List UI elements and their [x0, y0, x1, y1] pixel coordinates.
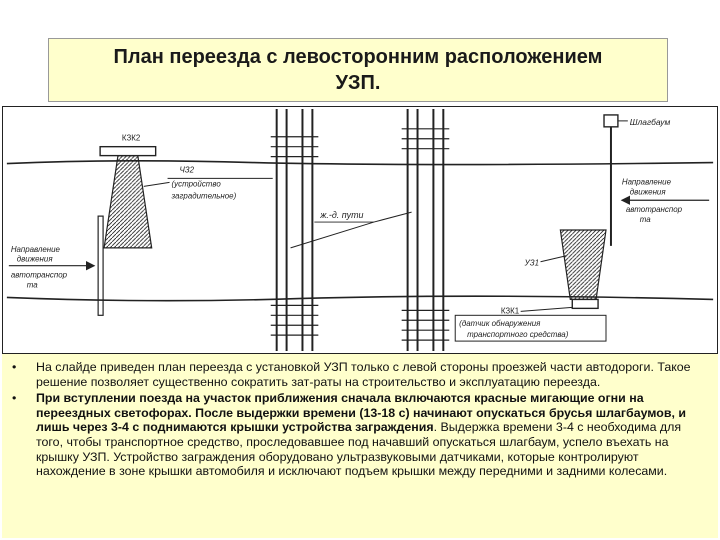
- bullet-marker: •: [12, 360, 17, 374]
- road-edge-bottom: [7, 296, 713, 301]
- kzk1-label: КЗК1: [500, 306, 520, 316]
- bullet-item-1: [10, 360, 710, 389]
- sensor-label-line1: (датчик обнаружения: [459, 319, 541, 329]
- direction-left-line2: движения: [16, 254, 53, 264]
- rails-label: ж.-д. пути: [320, 210, 364, 221]
- bullet-1-text: На слайде приведен план переезда с установкой УЗП только с левой стороны проезжей части автодороги. Такое решение позволяет существенно сократить зат-раты на строительство и эксплуатацию переезда.: [36, 360, 691, 389]
- bullet-marker: •: [12, 391, 17, 406]
- direction-right-line1: Направление: [621, 177, 671, 187]
- road-edge-top: [7, 161, 713, 165]
- slide-title-line2: УЗП.: [335, 72, 381, 94]
- direction-right-line2: движения: [629, 187, 666, 197]
- slide-title: [48, 38, 668, 102]
- barrier-post-right: [604, 115, 618, 127]
- crossing-plan-svg: [3, 107, 717, 353]
- direction-right-line3: автотранспор: [625, 205, 683, 215]
- rail-track-left: [271, 109, 319, 351]
- slide-title-line1: План переезда с левосторонним расположением: [113, 46, 603, 68]
- direction-left-line3: автотранспор: [10, 270, 68, 280]
- kzk2-label: КЗК2: [121, 133, 141, 143]
- direction-right-line4: та: [639, 215, 651, 225]
- shlagbaum-label: Шлагбаум: [629, 116, 671, 127]
- chz-label-line3: заградительное): [171, 191, 237, 201]
- bullet-item-2: [10, 391, 710, 479]
- chz-label-line2: (устройство: [171, 179, 221, 189]
- direction-left-line1: Направление: [10, 244, 60, 254]
- description-text: [2, 354, 718, 538]
- crossing-plan-diagram: [2, 106, 718, 354]
- uz1-label: УЗ1: [524, 258, 540, 268]
- rail-track-right: [402, 109, 450, 351]
- chz-label-line1: ЧЗ2: [179, 165, 195, 175]
- direction-left-line4: та: [26, 280, 38, 290]
- barrier-device-left: [100, 147, 156, 248]
- sensor-label-line2: транспортного средства): [467, 330, 569, 340]
- bullet-2-text: . Выдержка времени 3-4 с необходима для того, чтобы транспортное средство, проследовавшее под начавший опускаться шлагбаум, успело въехать на крышку УЗП. Устройство заграждения оборудовано ультразвуковыми датчиками, которые контролируют нахождение в зоне крышки автомобиля и исключают подъем крышки между передними и задними колесами.: [36, 420, 682, 479]
- bullet-2-bold-text: При вступлении поезда на участок приближения сначала включаются красные мигающие огни на переездных светофорах. После выдержки времени (13-18 с) начинают опускаться брусья шлагбаумов, и лишь через 3-4 с поднимаются крышки устройства заграждения: [36, 391, 686, 435]
